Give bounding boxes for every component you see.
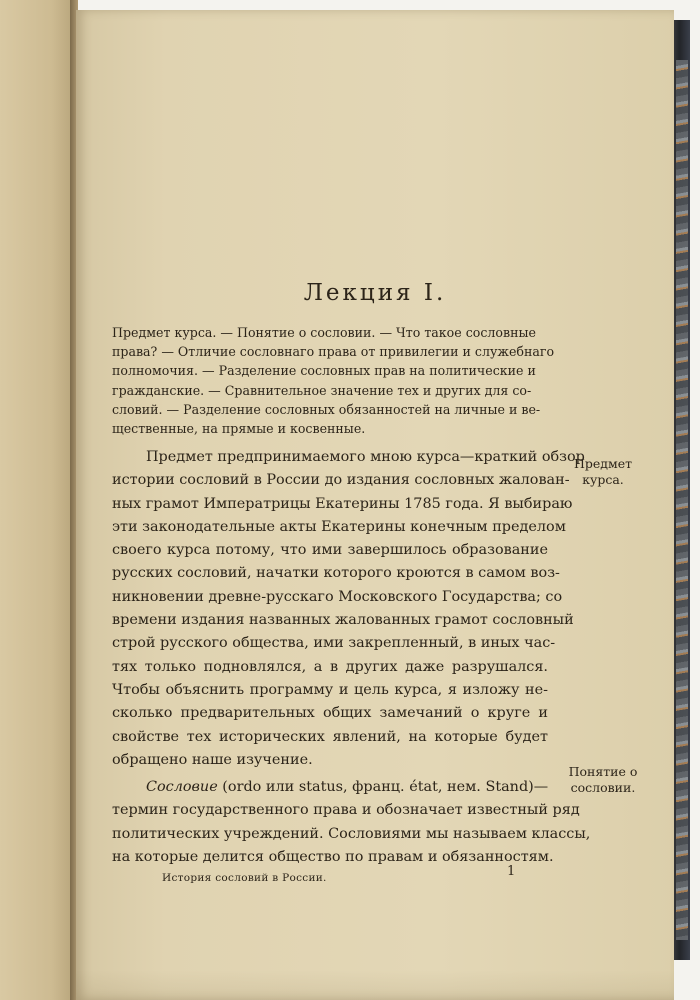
paragraph-line: тях только подновлялся, а в других даже разрушался. bbox=[112, 658, 548, 675]
book-marbled-edge bbox=[676, 60, 688, 940]
paragraph-line: русских сословий, начатки которого кроются в самом воз- bbox=[112, 565, 560, 582]
book-page bbox=[76, 10, 674, 1000]
paragraph-line: обращено наше изучение. bbox=[112, 751, 313, 768]
summary-line: щественные, на прямые и косвенные. bbox=[112, 421, 366, 437]
summary-line: словий. — Разделение сословных обязанностей на личные и ве- bbox=[112, 401, 541, 417]
paragraph-line: политических учреждений. Сословиями мы называем классы, bbox=[112, 825, 591, 842]
page-number: 1 bbox=[507, 864, 516, 879]
defined-term: Сословие bbox=[146, 779, 218, 796]
summary-line: Предмет курса. — Понятие о сословии. — Что такое сословные bbox=[112, 325, 536, 340]
margin-note-subject: Предмет курса. bbox=[573, 456, 633, 487]
page-footer-signature: История сословий в России. bbox=[162, 872, 327, 884]
paragraph-line: времени издания названных жалованных грамот сословный bbox=[112, 612, 574, 629]
paragraph-line: Чтобы объяснить программу и цель курса, я изложу не- bbox=[112, 681, 548, 698]
body-text bbox=[112, 446, 591, 869]
paragraph-line bbox=[112, 776, 548, 799]
paragraph-line: свойстве тех исторических явлений, на которые будет bbox=[112, 728, 548, 745]
lecture-summary bbox=[112, 323, 555, 438]
paragraph-line: эти законодательные акты Екатерины конечным пределом bbox=[112, 518, 566, 535]
paragraph-line: никновении древне-русскаго Московского Государства; со bbox=[112, 588, 563, 605]
paragraph-line: сколько предварительных общих замечаний о круге и bbox=[112, 705, 548, 722]
paragraph-line: истории сословий в России до издания сословных жалован- bbox=[112, 472, 570, 489]
paragraph-line: Предмет предпринимаемого мною курса—краткий обзор bbox=[146, 449, 585, 465]
summary-line: права? — Отличие сословнаго права от привилегии и служебнаго bbox=[112, 344, 555, 360]
margin-note-estate: Понятие о сословии. bbox=[568, 764, 638, 795]
paragraph-line: своего курса потому, что ими завершилось образование bbox=[112, 542, 548, 559]
paragraph-line: термин государственного права и обозначает известный ряд bbox=[112, 802, 580, 819]
lecture-title: Лекция I. bbox=[303, 280, 447, 306]
paragraph-line: на которые делится общество по правам и обязанностям. bbox=[112, 849, 554, 866]
paragraph-line: строй русского общества, ими закрепленный, в иных час- bbox=[112, 635, 556, 652]
adjacent-left-page bbox=[0, 0, 74, 1000]
paragraph-line: ных грамот Императрицы Екатерины 1785 года. Я выбираю bbox=[112, 495, 573, 512]
summary-line: полномочия. — Разделение сословных прав на политические и bbox=[112, 363, 536, 379]
term-definition-start: (ordo или status, франц. état, нем. Stand)— bbox=[217, 779, 549, 796]
summary-line: гражданские. — Сравнительное значение тех и других для со- bbox=[112, 382, 532, 398]
